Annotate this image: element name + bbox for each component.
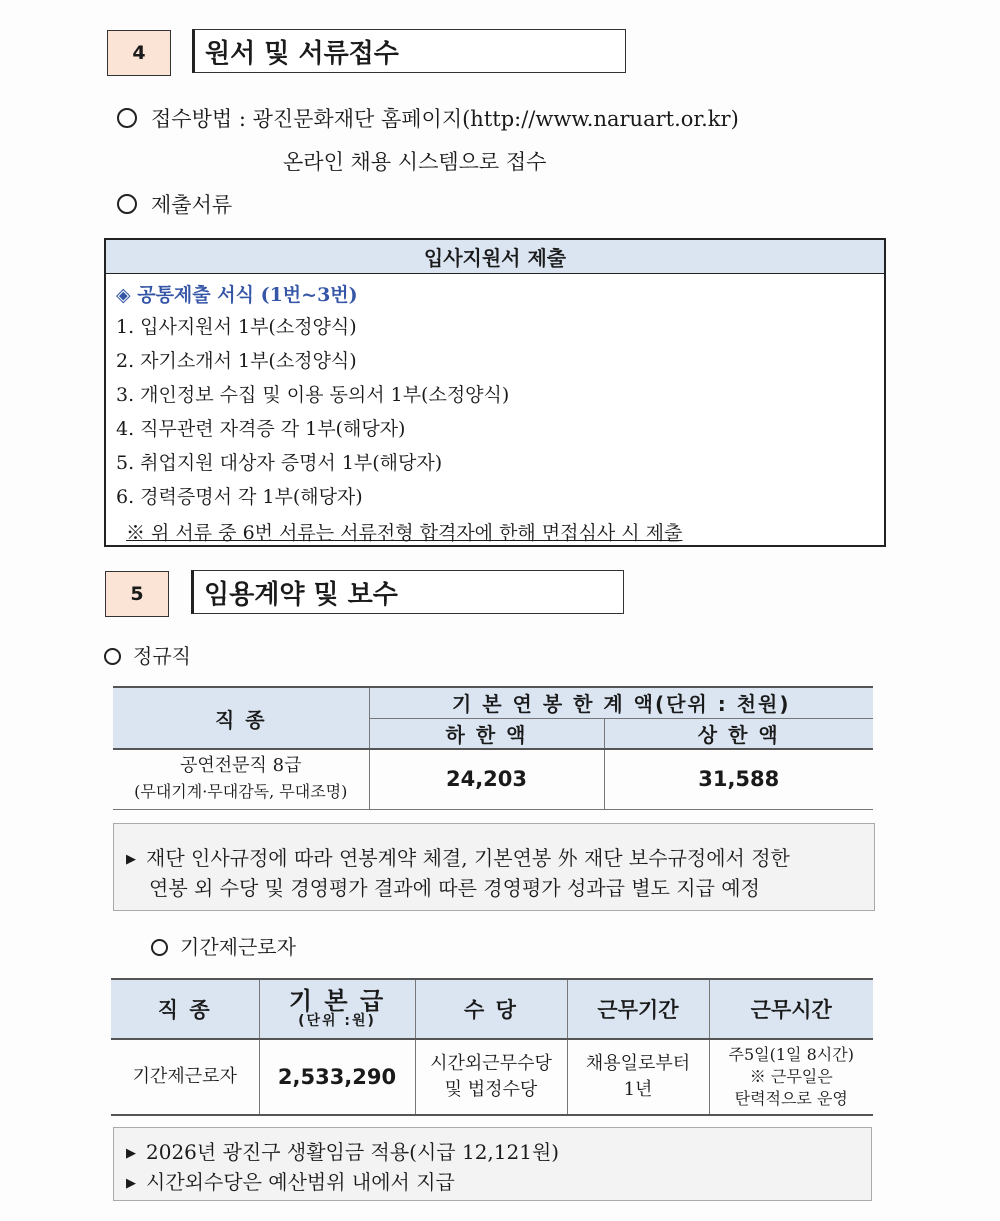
min-salary-cell: 24,203	[369, 749, 604, 809]
section-4-title: 원서 및 서류접수	[192, 29, 626, 73]
col-period-header: 근무기간	[567, 979, 709, 1039]
col-max-header: 상 한 액	[604, 718, 873, 749]
common-forms-label: ◈ 공통제출 서식 (1번~3번)	[116, 284, 358, 306]
triangle-bullet-icon: ▶	[126, 1146, 136, 1161]
document-item: 1. 입사지원서 1부(소정양식)	[116, 316, 357, 338]
application-method: 접수방법 : 광진문화재단 홈페이지(http://www.naruart.or.kr)	[117, 103, 739, 133]
circle-bullet-icon	[117, 108, 137, 128]
triangle-bullet-icon: ▶	[126, 852, 136, 867]
salary-note-line: 재단 인사규정에 따라 연봉계약 체결, 기본연봉 外 재단 보수규정에서 정한	[146, 846, 790, 870]
submission-docs-label: 제출서류	[117, 189, 232, 219]
temp-salary-table	[111, 978, 873, 1116]
documents-box-title: 입사지원서 제출	[106, 240, 884, 274]
col-allowance-header: 수 당	[415, 979, 567, 1039]
regular-salary-table	[113, 686, 873, 810]
temp-period-cell: 채용일로부터 1년	[567, 1039, 709, 1115]
documents-note: ※ 위 서류 중 6번 서류는 서류전형 합격자에 한해 면접심사 시 제출	[126, 522, 683, 544]
temp-job-cell: 기간제근로자	[111, 1039, 259, 1115]
document-item: 5. 취업지원 대상자 증명서 1부(해당자)	[116, 452, 443, 474]
triangle-bullet-icon: ▶	[126, 1176, 136, 1191]
regular-label: 정규직	[104, 640, 191, 669]
circle-bullet-icon	[117, 194, 137, 214]
application-method-continued: 온라인 채용 시스템으로 접수	[283, 150, 547, 174]
circle-bullet-icon	[151, 939, 168, 956]
temp-label: 기간제근로자	[151, 931, 296, 960]
documents-box	[104, 238, 886, 547]
salary-note-box	[113, 823, 875, 911]
document-item: 3. 개인정보 수집 및 이용 동의서 1부(소정양식)	[116, 384, 510, 406]
document-item: 6. 경력증명서 각 1부(해당자)	[116, 486, 363, 508]
col-salary-header: 기 본 연 봉 한 계 액(단위 : 천원)	[369, 687, 873, 718]
temp-note-box	[113, 1127, 872, 1201]
section-5-title: 임용계약 및 보수	[191, 570, 624, 614]
temp-note-line: 시간외수당은 예산범위 내에서 지급	[146, 1170, 455, 1194]
temp-note-line: 2026년 광진구 생활임금 적용(시급 12,121원)	[146, 1140, 560, 1164]
job-cell: 공연전문직 8급 (무대기계·무대감독, 무대조명)	[113, 749, 369, 809]
col-job-header: 직 종	[111, 979, 259, 1039]
col-job-header: 직 종	[113, 687, 369, 749]
document-item: 2. 자기소개서 1부(소정양식)	[116, 350, 357, 372]
max-salary-cell: 31,588	[604, 749, 873, 809]
temp-allowance-cell: 시간외근무수당 및 법정수당	[415, 1039, 567, 1115]
salary-note-line: 연봉 외 수당 및 경영평가 결과에 따른 경영평가 성과급 별도 지급 예정	[149, 876, 760, 900]
temp-pay-cell: 2,533,290	[259, 1039, 415, 1115]
temp-hours-cell: 주5일(1일 8시간) ※ 근무일은 탄력적으로 운영	[709, 1039, 873, 1115]
section-4-number: 4	[107, 30, 171, 76]
document-item: 4. 직무관련 자격증 각 1부(해당자)	[116, 418, 406, 440]
col-pay-header: 기 본 급 (단위 :원)	[259, 979, 415, 1039]
circle-bullet-icon	[104, 648, 121, 665]
col-hours-header: 근무시간	[709, 979, 873, 1039]
section-5-number: 5	[105, 571, 169, 617]
col-min-header: 하 한 액	[369, 718, 604, 749]
